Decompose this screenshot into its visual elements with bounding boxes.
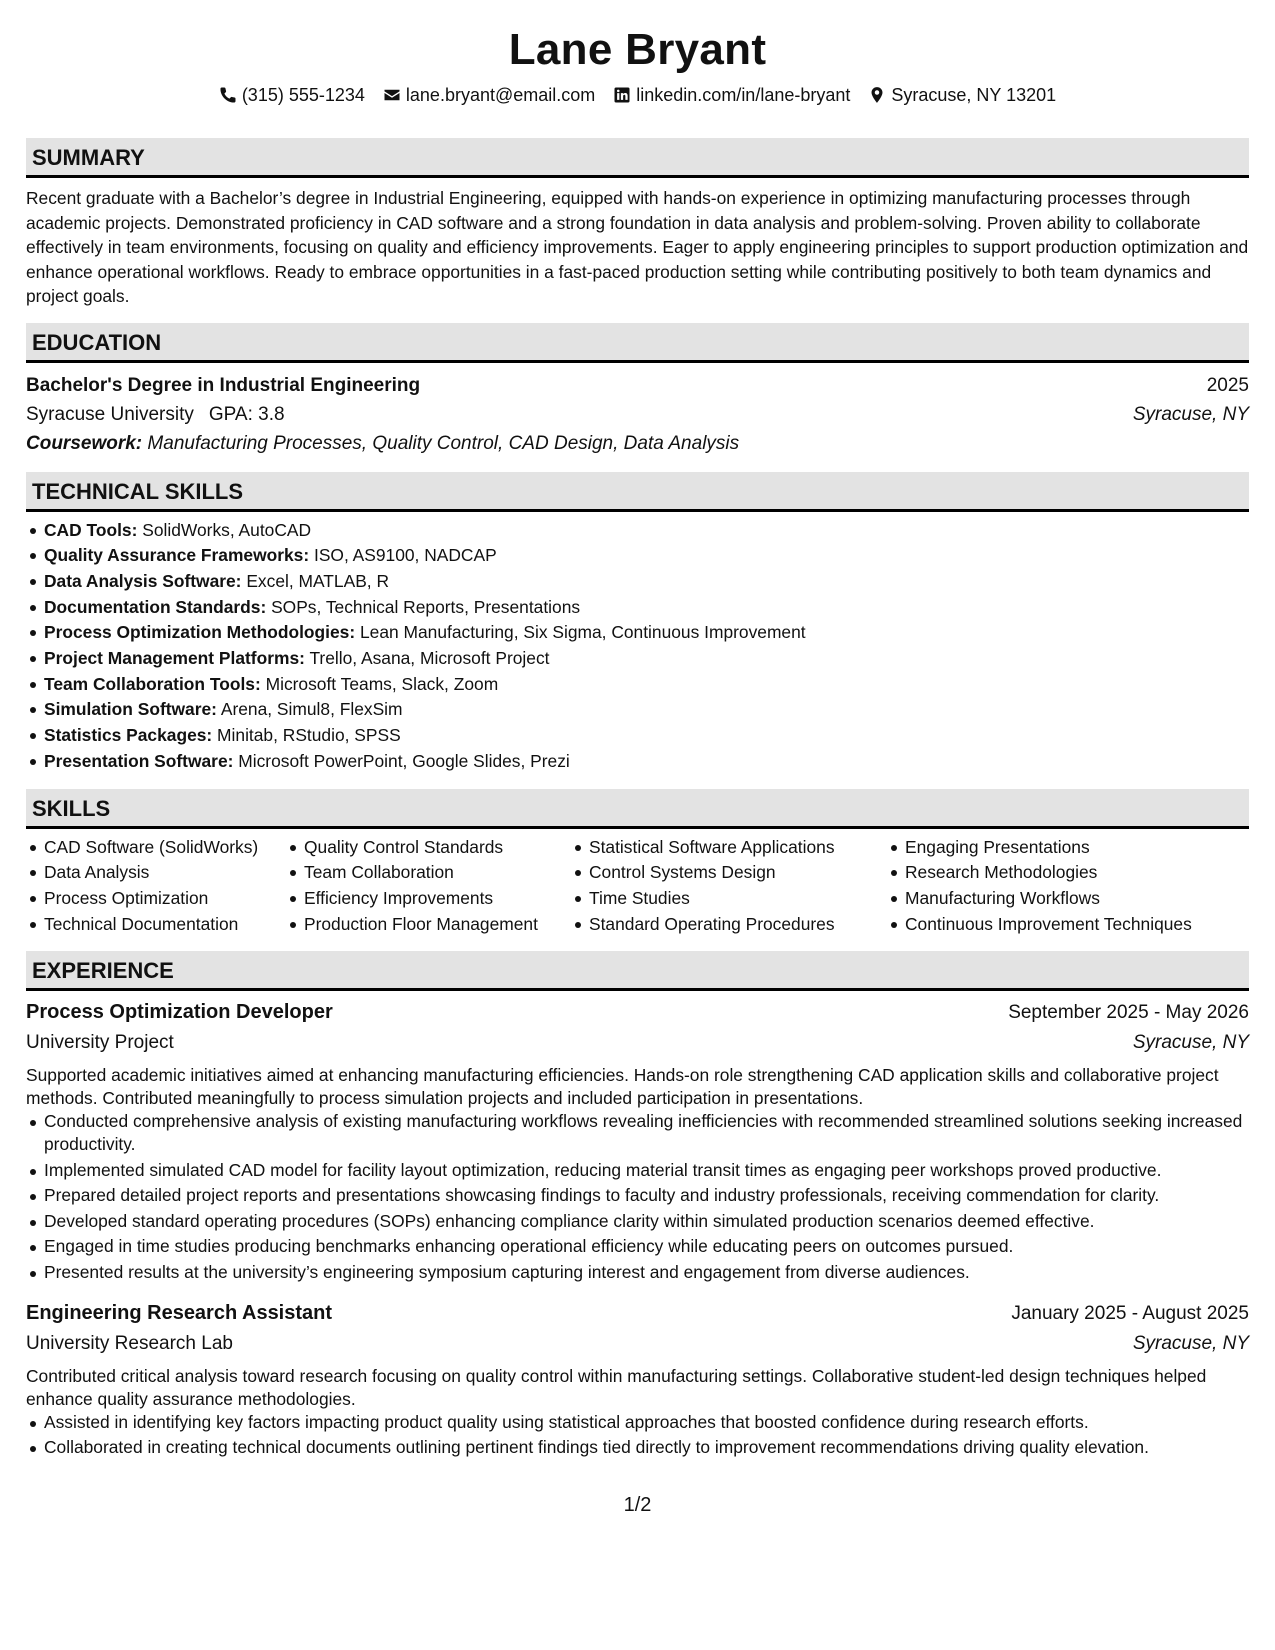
contact-bar (26, 82, 1249, 108)
list-item: Project Management Platforms: Trello, Asana, Microsoft Project (44, 646, 1249, 672)
job-title: Process Optimization Developer (26, 1001, 333, 1024)
technical-skills-section (26, 472, 1249, 775)
email-link[interactable]: lane.bryant@email.com (405, 84, 596, 105)
skills-section (26, 789, 1249, 938)
list-item: Simulation Software: Arena, Simul8, FlexSim (44, 697, 1249, 723)
list-item: Presented results at the university’s engineering symposium capturing interest and engagement from diverse audiences. (44, 1261, 1249, 1284)
list-item: Engaged in time studies producing benchmarks enhancing operational efficiency while educating peers on outcomes pursued. (44, 1235, 1249, 1258)
list-item: Statistical Software Applications (589, 835, 887, 861)
section-heading: SUMMARY (26, 138, 1249, 178)
job-description: Contributed critical analysis toward research focusing on quality control within manufacturing settings. Collaborative student-led design techniques helped enhance quality assurance methodologies. (26, 1365, 1207, 1409)
location-text: Syracuse, NY 13201 (891, 84, 1057, 105)
list-item: Assisted in identifying key factors impacting product quality using statistical approaches that boosted confidence during research efforts. (44, 1411, 1249, 1434)
list-item: Prepared detailed project reports and presentations showcasing findings to faculty and industry professionals, receiving commendation for clarity. (44, 1184, 1249, 1207)
summary-text: Recent graduate with a Bachelor’s degree in Industrial Engineering, equipped with hands-on experience in optimizing manufacturing processes through academic projects. Demonstrated proficiency in CAD software and a strong foundation in data analysis and problem-solving. Proven ability to collaborate effectively in team environments, focusing on quality and efficiency improvements. Eager to apply engineering principles to support production optimization and enhance operational workflows. Ready to embrace opportunities in a fast-paced production setting while contributing positively to both team dynamics and project goals. (26, 188, 1249, 306)
job-bullets (26, 1411, 1249, 1460)
list-item: Data Analysis Software: Excel, MATLAB, R (44, 569, 1249, 595)
list-item: Team Collaboration (304, 860, 571, 886)
list-item: CAD Software (SolidWorks) (44, 835, 286, 861)
list-item: Efficiency Improvements (304, 886, 571, 912)
section-heading: SKILLS (26, 789, 1249, 829)
job-entry (26, 1298, 1249, 1460)
section-heading: EDUCATION (26, 323, 1249, 363)
summary-section (26, 138, 1249, 309)
linkedin-link[interactable]: linkedin.com/in/lane-bryant (636, 84, 851, 105)
skills-column (26, 835, 286, 938)
job-description: Supported academic initiatives aimed at enhancing manufacturing efficiencies. Hands-on role strengthening CAD application skills and collaborative project methods. Contributed meaningfully to process simulation projects and included participation in presentations. (26, 1065, 1219, 1109)
list-item: Implemented simulated CAD model for facility layout optimization, reducing material transit times as engaging peer workshops proved productive. (44, 1159, 1249, 1182)
list-item: Documentation Standards: SOPs, Technical Reports, Presentations (44, 595, 1249, 621)
coursework-line (26, 429, 1249, 458)
skills-grid (26, 835, 1249, 938)
section-heading: EXPERIENCE (26, 951, 1249, 991)
coursework-list: Manufacturing Processes, Quality Control, CAD Design, Data Analysis (147, 432, 740, 454)
contact-email[interactable] (383, 85, 595, 106)
job-organization: University Research Lab (26, 1332, 233, 1354)
phone-text: (315) 555-1234 (241, 84, 365, 105)
experience-section (26, 951, 1249, 1459)
list-item: Continuous Improvement Techniques (905, 912, 1192, 938)
list-item: Control Systems Design (589, 860, 887, 886)
job-organization: University Project (26, 1032, 174, 1054)
list-item: Time Studies (589, 886, 887, 912)
gpa: GPA: 3.8 (208, 403, 285, 425)
list-item: Conducted comprehensive analysis of existing manufacturing workflows revealing inefficiencies with recommended streamlined solutions seeking increased productivity. (44, 1110, 1249, 1156)
job-entry (26, 997, 1249, 1284)
linkedin-icon (613, 86, 631, 104)
list-item: Process Optimization (44, 886, 286, 912)
degree-title: Bachelor's Degree in Industrial Engineering (26, 374, 421, 396)
section-heading: TECHNICAL SKILLS (26, 472, 1249, 512)
list-item: Production Floor Management (304, 912, 571, 938)
graduation-year: 2025 (1206, 374, 1249, 396)
school-line (26, 400, 285, 429)
candidate-name: Lane Bryant (508, 25, 767, 74)
education-entry (26, 371, 1249, 458)
list-item: Quality Assurance Frameworks: ISO, AS9100, NADCAP (44, 543, 1249, 569)
coursework-label: Coursework: (26, 432, 143, 454)
contact-linkedin[interactable] (613, 85, 850, 106)
education-section (26, 323, 1249, 458)
list-item: CAD Tools: SolidWorks, AutoCAD (44, 518, 1249, 544)
list-item: Standard Operating Procedures (589, 912, 887, 938)
list-item: Collaborated in creating technical documents outlining pertinent findings tied directly to improvement recommendations driving quality elevation. (44, 1436, 1249, 1459)
list-item: Developed standard operating procedures (SOPs) enhancing compliance clarity within simulated production scenarios deemed effective. (44, 1210, 1249, 1233)
job-dates: January 2025 - August 2025 (1011, 1302, 1249, 1324)
skills-column (887, 835, 1192, 938)
contact-phone (219, 85, 365, 106)
job-title: Engineering Research Assistant (26, 1301, 333, 1324)
job-location: Syracuse, NY (1132, 1032, 1249, 1054)
list-item: Statistics Packages: Minitab, RStudio, SPSS (44, 723, 1249, 749)
list-item: Technical Documentation (44, 912, 286, 938)
list-item: Quality Control Standards (304, 835, 571, 861)
list-item: Team Collaboration Tools: Microsoft Teams, Slack, Zoom (44, 672, 1249, 698)
list-item: Engaging Presentations (905, 835, 1192, 861)
list-item: Data Analysis (44, 860, 286, 886)
technical-skills-list (26, 518, 1249, 775)
skills-column (286, 835, 571, 938)
phone-icon (219, 86, 237, 104)
list-item: Research Methodologies (905, 860, 1192, 886)
list-item: Process Optimization Methodologies: Lean Manufacturing, Six Sigma, Continuous Improvement (44, 620, 1249, 646)
list-item: Presentation Software: Microsoft PowerPoint, Google Slides, Prezi (44, 749, 1249, 775)
school-location: Syracuse, NY (1132, 403, 1249, 425)
job-dates: September 2025 - May 2026 (1008, 1002, 1249, 1024)
list-item: Manufacturing Workflows (905, 886, 1192, 912)
contact-location (868, 85, 1056, 106)
map-pin-icon (868, 86, 886, 104)
envelope-icon (383, 86, 401, 104)
skills-column (571, 835, 887, 938)
job-location: Syracuse, NY (1132, 1332, 1249, 1354)
school-name: Syracuse University (26, 403, 194, 425)
job-bullets (26, 1110, 1249, 1284)
page-number: 1/2 (623, 1494, 652, 1516)
